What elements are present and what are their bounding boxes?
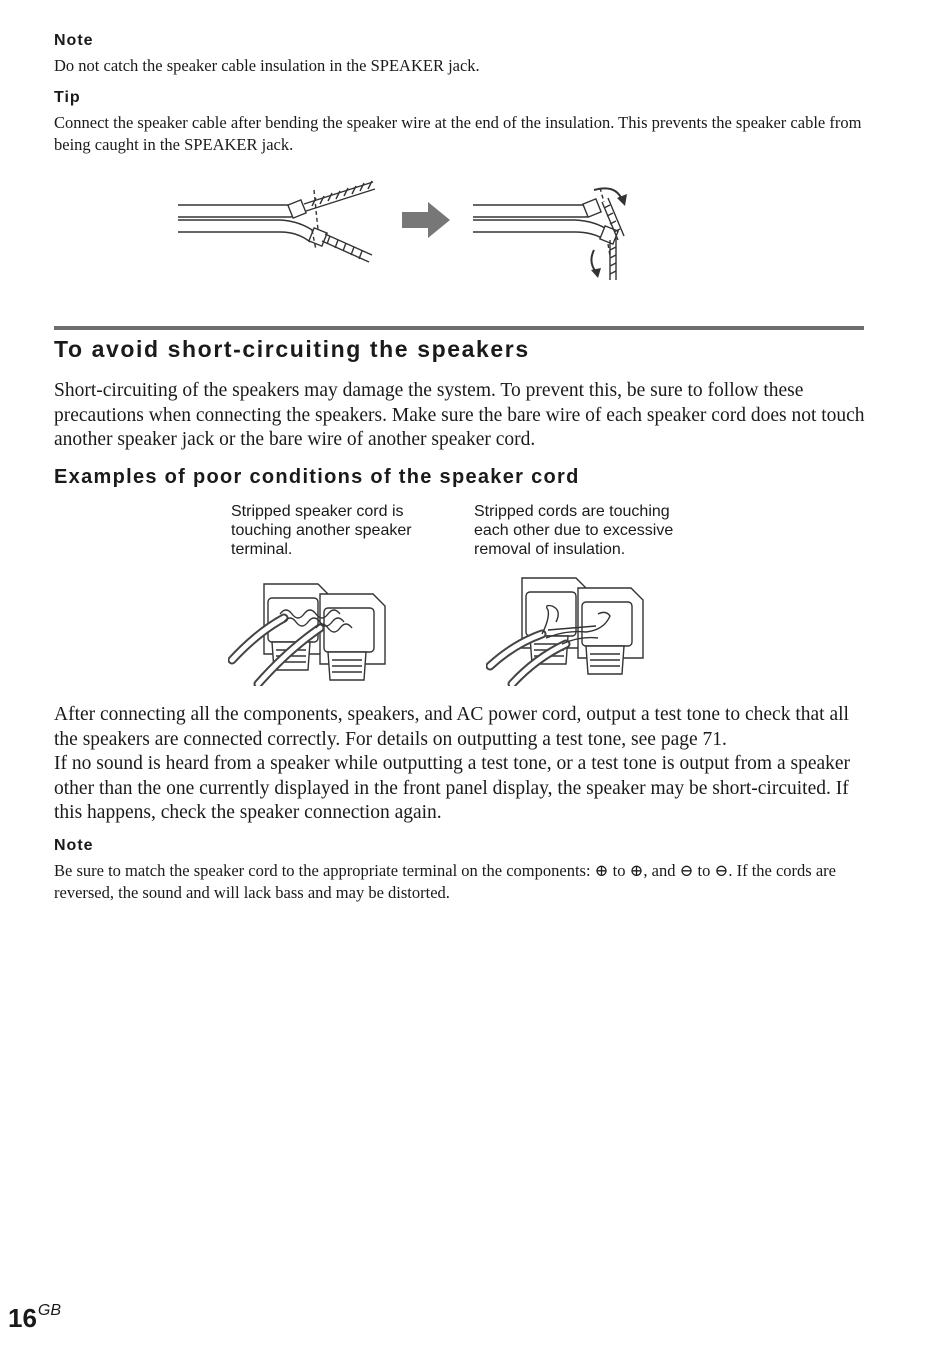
short-circuit-paragraph: If no sound is heard from a speaker while outputting a test tone, or a test tone is output from a speaker other than the one currently displayed in the front panel display, the speaker may be short-circuited. If this happens, check the speaker connection again.	[54, 753, 851, 823]
test-tone-paragraph: After connecting all the components, speakers, and AC power cord, output a test tone to check that all the speakers are connected correctly. For details on outputting a test tone, see page 71.	[54, 704, 849, 750]
section-title: To avoid short-circuiting the speakers	[54, 336, 530, 362]
examples-heading: Examples of poor conditions of the speaker cord	[54, 466, 580, 488]
terminal-illustration-right	[486, 574, 646, 686]
tip-label: Tip	[54, 89, 81, 106]
note-text: Do not catch the speaker cable insulation in the SPEAKER jack.	[54, 56, 480, 75]
caption-right: Stripped cords are touching each other due to excessive removal of insulation.	[474, 503, 674, 558]
page-suffix: GB	[37, 1302, 62, 1319]
page-number-value: 16	[8, 1303, 37, 1333]
note-label-2: Note	[54, 837, 94, 854]
note-label: Note	[54, 32, 94, 49]
note-text-2: Be sure to match the speaker cord to the appropriate terminal on the components: ⊕ to ⊕, and ⊖ to ⊖. If the cords are reversed, the sound and will lack bass and may be distorted.	[54, 861, 836, 902]
wire-bending-illustration	[170, 172, 650, 290]
caption-left: Stripped speaker cord is touching another speaker terminal.	[231, 503, 412, 558]
tip-text: Connect the speaker cable after bending the speaker wire at the end of the insulation. This prevents the speaker cable from being caught in the SPEAKER jack.	[54, 113, 862, 154]
section-intro: Short-circuiting of the speakers may damage the system. To prevent this, be sure to follow these precautions when connecting the speakers. Make sure the bare wire of each speaker cord does not touch another speaker jack or the bare wire of another speaker cord.	[54, 380, 865, 450]
section-divider	[54, 326, 864, 330]
terminal-illustration-left	[228, 574, 388, 686]
page-number	[8, 1302, 61, 1334]
